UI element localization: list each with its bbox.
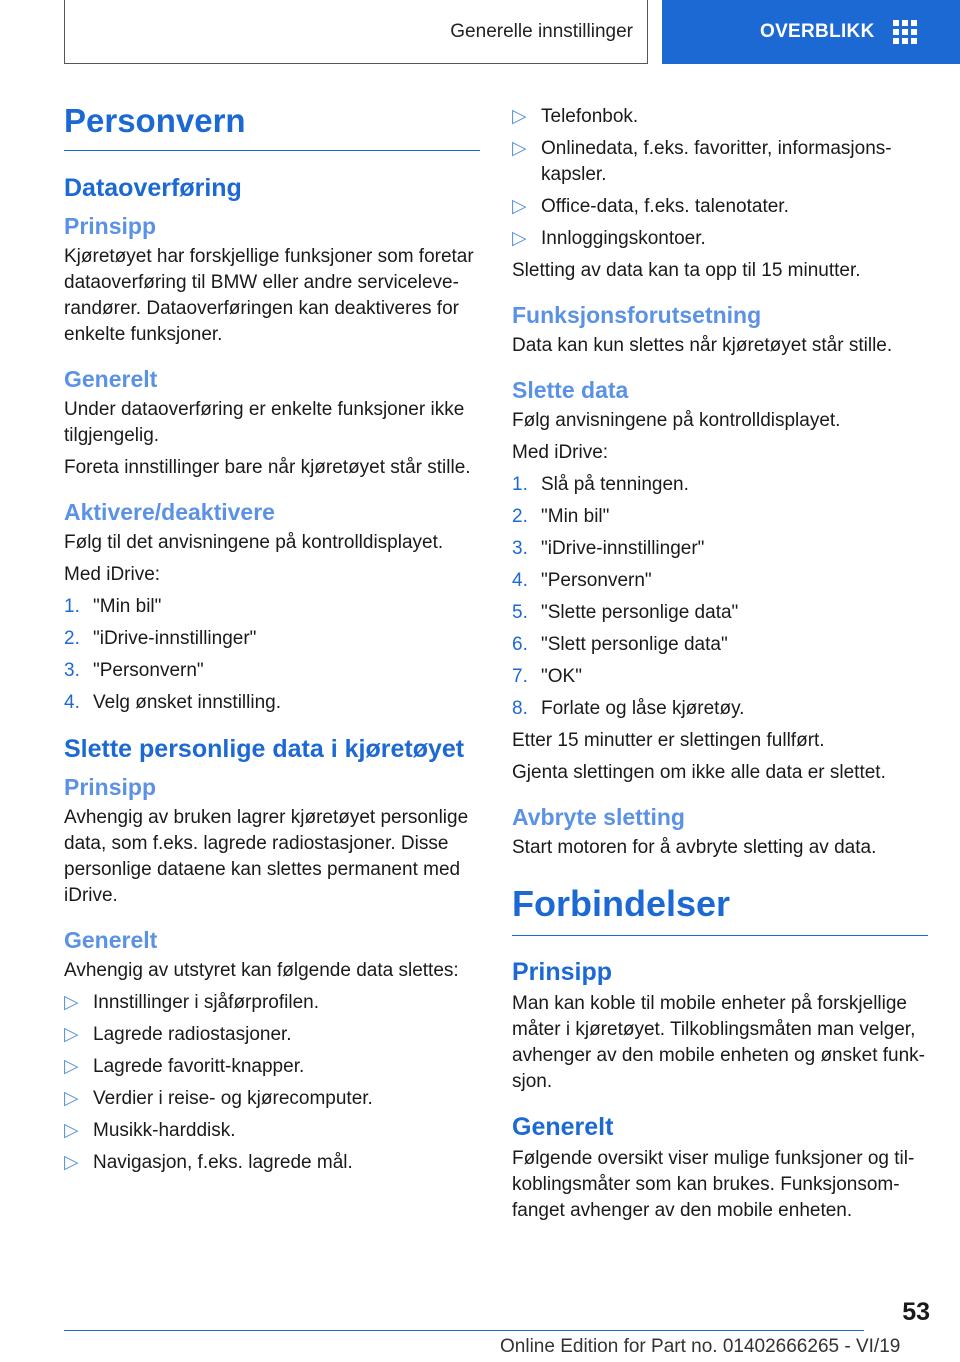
paragraph: Sletting av data kan ta opp til 15 minutter. bbox=[512, 260, 861, 281]
section-title-forbindelser: Forbindelser bbox=[512, 883, 928, 936]
paragraph: Etter 15 minutter er slettingen fullført. bbox=[512, 730, 825, 751]
deletable-data-list bbox=[64, 990, 480, 1176]
section-header bbox=[64, 0, 648, 64]
left-column bbox=[64, 96, 480, 1182]
heading-generelt: Generelt bbox=[64, 366, 158, 392]
section-title: Generelle innstillinger bbox=[450, 20, 633, 42]
list-item: 6. "Slett personlige data" bbox=[512, 634, 728, 655]
list-item: 4. "Personvern" bbox=[512, 570, 652, 591]
list-item: ▷ Innstillinger i sjåførprofilen. bbox=[64, 992, 319, 1013]
list-item: 1. Slå på tenningen. bbox=[512, 474, 689, 495]
overview-label: OVERBLIKK bbox=[760, 21, 875, 42]
deletable-data-list-cont bbox=[512, 104, 928, 252]
list-item: ▷ Musikk-harddisk. bbox=[64, 1120, 236, 1141]
paragraph: Gjenta slettingen om ikke alle data er slettet. bbox=[512, 762, 886, 783]
heading-generelt: Generelt bbox=[64, 927, 158, 953]
paragraph: Man kan koble til mobile enheter på forskjellige måter i kjøretøyet. Tilkoblingsmåten man velger, avhenger av den mobile enheten og ønsket funksjon. bbox=[512, 993, 925, 1092]
paragraph: Data kan kun slettes når kjøretøyet står stille. bbox=[512, 335, 893, 356]
paragraph: Med iDrive: bbox=[64, 564, 161, 585]
list-item: 5. "Slette personlige data" bbox=[512, 602, 739, 623]
paragraph: Foreta innstillinger bare når kjøretøyet står stille. bbox=[64, 457, 471, 478]
right-column bbox=[512, 104, 928, 1230]
list-item: 4. Velg ønsket innstilling. bbox=[64, 692, 281, 713]
paragraph: Med iDrive: bbox=[512, 442, 609, 463]
heading-prinsipp: Prinsipp bbox=[64, 213, 157, 239]
steps-list bbox=[64, 594, 480, 716]
paragraph: Avhengig av utstyret kan følgende data slettes: bbox=[64, 960, 459, 981]
list-item: ▷ Navigasjon, f.eks. lagrede mål. bbox=[64, 1152, 353, 1173]
paragraph: Avhengig av bruken lagrer kjøretøyet personlige data, som f.eks. lagrede radiostasjoner. Disse personlige dataene kan slettes permanent med iDrive. bbox=[64, 807, 469, 906]
heading-funksjonsforutsetning: Funksjonsforutsetning bbox=[512, 302, 762, 328]
heading-slette-data: Slette data bbox=[512, 377, 629, 403]
footer-divider bbox=[64, 1330, 864, 1331]
list-item: ▷ Telefonbok. bbox=[512, 106, 639, 127]
list-item: ▷ Lagrede favoritt-knapper. bbox=[64, 1056, 305, 1077]
list-item: 3. "Personvern" bbox=[64, 660, 204, 681]
paragraph: Start motoren for å avbryte sletting av data. bbox=[512, 837, 877, 858]
paragraph: Følg til det anvisningene på kontrolldisplayet. bbox=[64, 532, 444, 553]
list-item: ▷ Innloggingskontoer. bbox=[512, 228, 706, 249]
paragraph: Kjøretøyet har forskjellige funksjoner som foretar dataoverføring til BMW eller andre serviceleverandører. Dataoverføringen kan deaktiveres for enkelte funksjoner. bbox=[64, 246, 474, 345]
list-item: 7. "OK" bbox=[512, 666, 582, 687]
paragraph: Følgende oversikt viser mulige funksjoner og tilkoblingsmåter som kan brukes. Funksjonsomfanget avhenger av den mobile enheten. bbox=[512, 1148, 915, 1221]
grid-icon bbox=[893, 20, 917, 44]
heading-prinsipp: Prinsipp bbox=[64, 774, 157, 800]
list-item: ▷ Lagrede radiostasjoner. bbox=[64, 1024, 292, 1045]
heading-prinsipp: Prinsipp bbox=[512, 958, 613, 986]
list-item: ▷ Onlinedata, f.eks. favoritter, informasjonskapsler. bbox=[512, 138, 892, 185]
overview-button[interactable] bbox=[662, 0, 960, 64]
paragraph: Følg anvisningene på kontrolldisplayet. bbox=[512, 410, 841, 431]
page-number: 53 bbox=[902, 1298, 930, 1326]
steps-list bbox=[512, 472, 928, 722]
list-item: 3. "iDrive-innstillinger" bbox=[512, 538, 705, 559]
list-item: ▷ Office-data, f.eks. talenotater. bbox=[512, 196, 789, 217]
list-item: ▷ Verdier i reise- og kjørecomputer. bbox=[64, 1088, 373, 1109]
heading-generelt: Generelt bbox=[512, 1113, 614, 1141]
paragraph: Under dataoverføring er enkelte funksjoner ikke tilgjengelig. bbox=[64, 399, 465, 446]
heading-dataoverforing: Dataoverføring bbox=[64, 174, 242, 202]
page-title: Personvern bbox=[64, 102, 480, 151]
heading-aktivere: Aktivere/deaktivere bbox=[64, 499, 275, 525]
list-item: 8. Forlate og låse kjøretøy. bbox=[512, 698, 745, 719]
list-item: 1. "Min bil" bbox=[64, 596, 162, 617]
heading-slette-personlige: Slette personlige data i kjøretøyet bbox=[64, 735, 465, 763]
heading-avbryte: Avbryte sletting bbox=[512, 804, 685, 830]
edition-text: Online Edition for Part no. 01402666265 - VI/19 bbox=[500, 1336, 901, 1357]
list-item: 2. "iDrive-innstillinger" bbox=[64, 628, 257, 649]
list-item: 2. "Min bil" bbox=[512, 506, 610, 527]
